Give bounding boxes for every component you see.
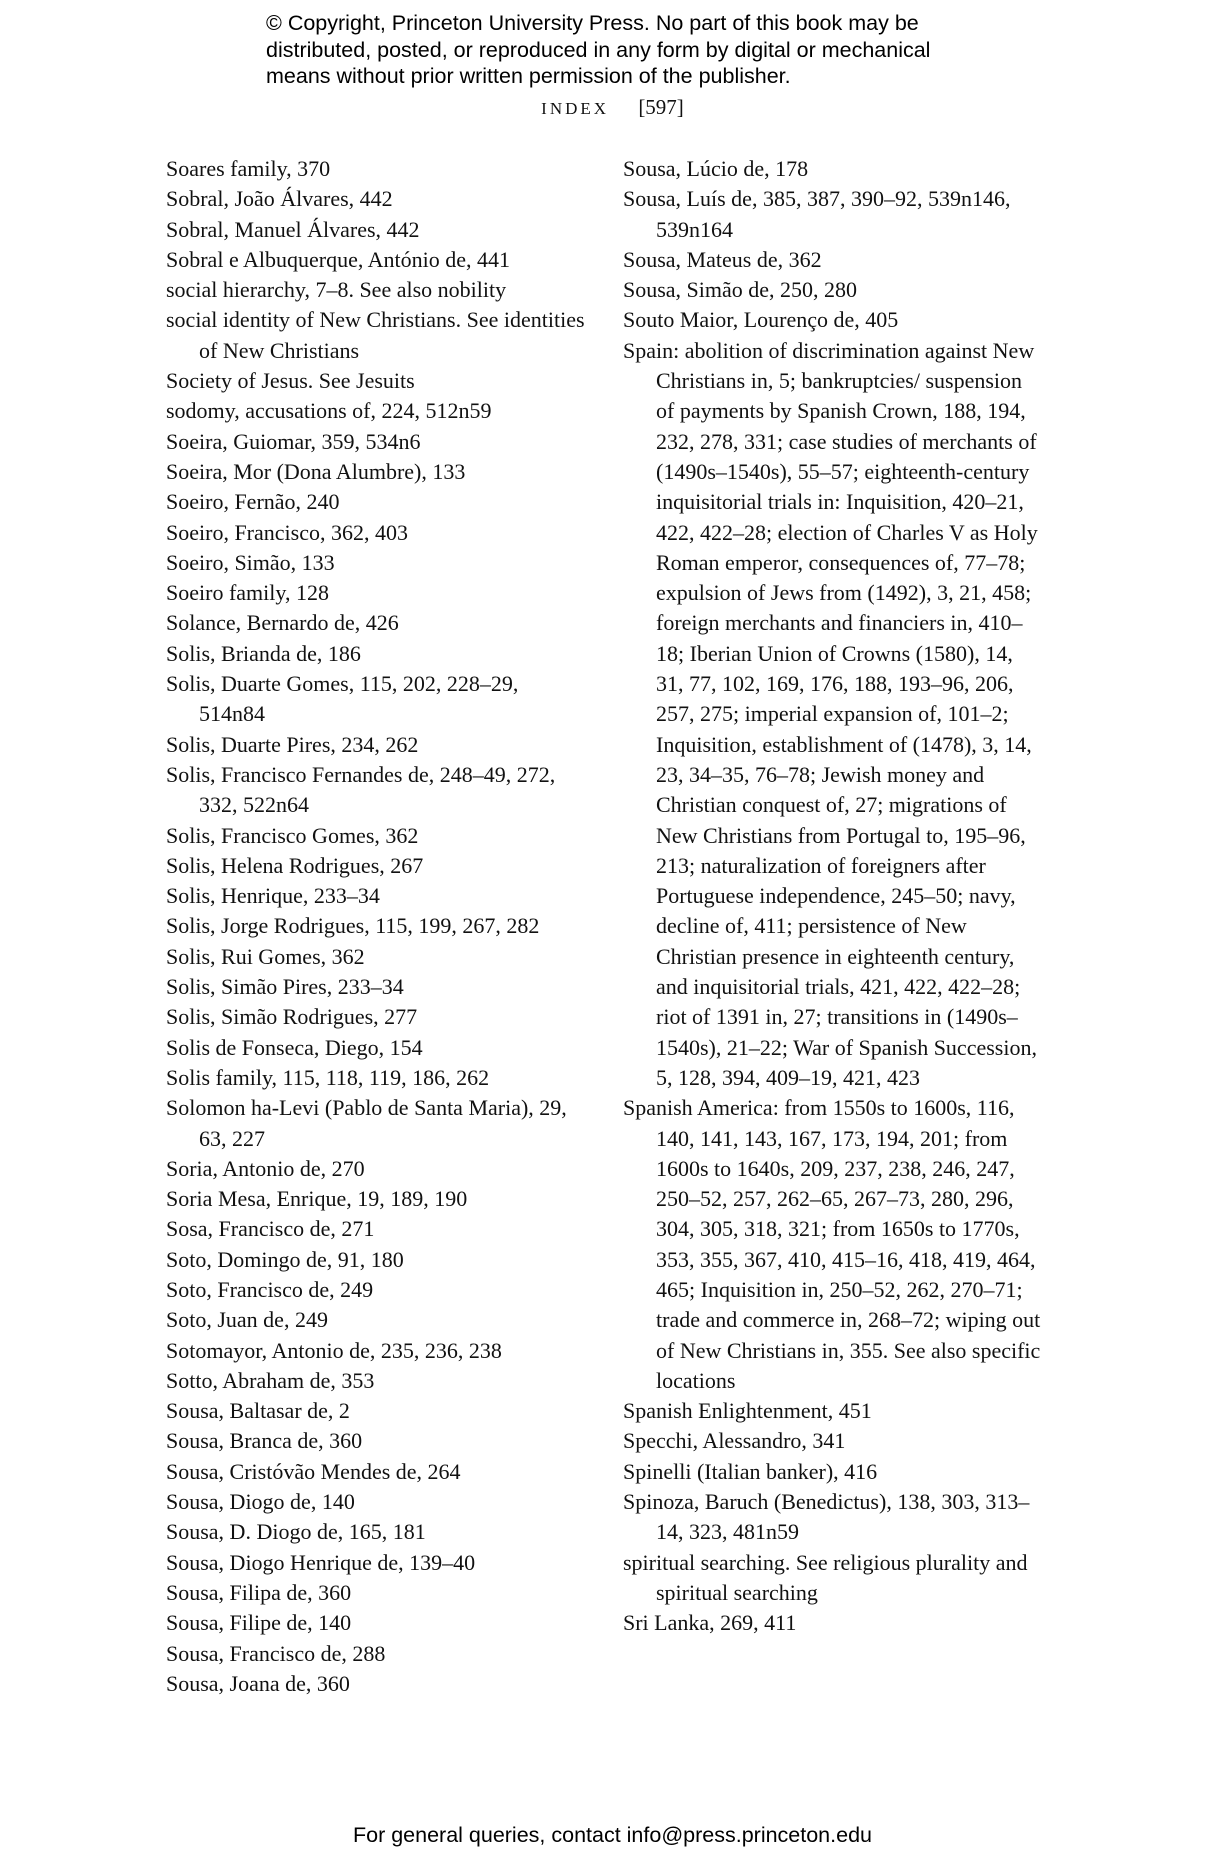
copyright-line: means without prior written permission of the publisher.: [266, 64, 791, 88]
index-entry: social identity of New Christians. See identities of New Christians: [166, 307, 585, 363]
index-entry: Sousa, Diogo de, 140: [166, 1489, 355, 1515]
index-entry: Soto, Francisco de, 249: [166, 1276, 374, 1302]
running-head-label: INDEX: [541, 99, 610, 118]
index-entry: Sousa, Filipe de, 140: [166, 1610, 352, 1636]
index-entry: Solis, Francisco Fernandes de, 248–49, 272, 332, 522n64: [166, 761, 556, 818]
page-number: [597]: [638, 95, 684, 119]
index-entry: Solis, Helena Rodrigues, 267: [166, 852, 424, 878]
index-entry: Sousa, D. Diogo de, 165, 181: [166, 1519, 426, 1545]
index-entry: Solis, Francisco Gomes, 362: [166, 822, 419, 848]
index-entry: Spinoza, Baruch (Benedictus), 138, 303, 313–14, 323, 481n59: [623, 1489, 1030, 1545]
index-entry: spiritual searching. See religious plurality and spiritual searching: [623, 1549, 1028, 1605]
index-entry: Sosa, Francisco de, 271: [166, 1216, 375, 1242]
index-entry: Soeiro, Francisco, 362, 403: [166, 519, 408, 545]
index-entry: Sousa, Baltasar de, 2: [166, 1398, 350, 1424]
copyright-line: © Copyright, Princeton University Press. No part of this book may be: [266, 11, 919, 35]
index-entry: Solis, Duarte Gomes, 115, 202, 228–29, 514n84: [166, 671, 519, 727]
index-entry: Specchi, Alessandro, 341: [623, 1428, 846, 1454]
index-entry: Solis, Simão Rodrigues, 277: [166, 1004, 418, 1030]
index-entry: Sobral, João Álvares, 442: [166, 186, 393, 212]
index-entry: Spain: abolition of discrimination against New Christians in, 5; bankruptcies/ suspension of payments by Spanish Crown, 188, 194, 232, 278, 331; case studies of merchants of (1490s–1540s), 55–57; eighteenth-century inquisitorial trials in: Inquisition, 420–21, 422, 422–28; election of Charles V as Holy Roman emperor, consequences of, 77–78; expulsion of Jews from (1492), 3, 21, 458; foreign merchants and financiers in, 410–18; Iberian Union of Crowns (1580), 14, 31, 77, 102, 169, 176, 188, 193–96, 206, 257, 275; imperial expansion of, 101–2; Inquisition, establishment of (1478), 3, 14, 23, 34–35, 76–78; Jewish money and Christian conquest of, 27; migrations of New Christians from Portugal to, 195–96, 213; naturalization of foreigners after Portuguese independence, 245–50; navy, decline of, 411; persistence of New Christian presence in eighteenth century, and inquisitorial trials, 421, 422, 422–28; riot of 1391 in, 27; transitions in (1490s–1540s), 21–22; War of Spanish Succession, 5, 128, 394, 409–19, 421, 423: [623, 337, 1038, 1090]
index-entry: Solance, Bernardo de, 426: [166, 610, 399, 636]
index-entry: Sobral e Albuquerque, António de, 441: [166, 246, 511, 272]
index-entry: Sobral, Manuel Álvares, 442: [166, 216, 420, 242]
index-entry: Sotomayor, Antonio de, 235, 236, 238: [166, 1337, 502, 1363]
index-entry: Soto, Juan de, 249: [166, 1307, 328, 1333]
index-entry: Soares family, 370: [166, 156, 331, 181]
running-head: [0, 95, 1225, 120]
index-entry: Sousa, Joana de, 360: [166, 1670, 350, 1696]
index-entry: Sousa, Luís de, 385, 387, 390–92, 539n146, 539n164: [623, 186, 1011, 242]
index-entry: Sri Lanka, 269, 411: [623, 1610, 797, 1636]
footer-contact: For general queries, contact info@press.princeton.edu: [352, 1823, 872, 1847]
index-entry: Soeira, Guiomar, 359, 534n6: [166, 428, 421, 454]
index-column-left: [166, 154, 586, 1699]
index-entry: Soeiro family, 128: [166, 580, 329, 606]
index-entry: social hierarchy, 7–8. See also nobility: [166, 277, 507, 303]
index-entry: Spinelli (Italian banker), 416: [623, 1458, 878, 1484]
index-entry: Sousa, Francisco de, 288: [166, 1640, 386, 1666]
index-entry: Sousa, Mateus de, 362: [623, 246, 822, 272]
index-entry: sodomy, accusations of, 224, 512n59: [166, 398, 492, 424]
index-entry: Solis family, 115, 118, 119, 186, 262: [166, 1064, 490, 1090]
copyright-line: distributed, posted, or reproduced in any form by digital or mechanical: [266, 37, 931, 62]
index-entry: Sotto, Abraham de, 353: [166, 1367, 375, 1393]
copyright-notice: [266, 10, 1026, 90]
index-entry: Soria Mesa, Enrique, 19, 189, 190: [166, 1186, 468, 1212]
index-entry: Sousa, Cristóvão Mendes de, 264: [166, 1458, 461, 1484]
index-entry: Sousa, Simão de, 250, 280: [623, 277, 858, 303]
index-entry: Souto Maior, Lourenço de, 405: [623, 307, 899, 333]
index-entry: Soeira, Mor (Dona Alumbre), 133: [166, 458, 466, 484]
index-entry: Spanish America: from 1550s to 1600s, 116, 140, 141, 143, 167, 173, 194, 201; from 1600s to 1640s, 209, 237, 238, 246, 247, 250–52, 257, 262–65, 267–73, 280, 296, 304, 305, 318, 321; from 1650s to 1770s, 353, 355, 367, 410, 415–16, 418, 419, 464, 465; Inquisition in, 250–52, 262, 270–71; trade and commerce in, 268–72; wiping out of New Christians in, 355. See also specific locations: [623, 1095, 1041, 1393]
index-entry: Spanish Enlightenment, 451: [623, 1398, 872, 1424]
index-entry: Solis, Simão Pires, 233–34: [166, 974, 404, 1000]
index-entry: Solis, Henrique, 233–34: [166, 883, 380, 909]
index-entry: Soeiro, Simão, 133: [166, 549, 335, 575]
index-entry: Soria, Antonio de, 270: [166, 1155, 365, 1181]
index-column-right: [623, 154, 1043, 1639]
index-entry: Soeiro, Fernão, 240: [166, 489, 340, 515]
index-entry: Sousa, Filipa de, 360: [166, 1579, 352, 1605]
index-entry: Soto, Domingo de, 91, 180: [166, 1246, 404, 1272]
index-entry: Solis, Jorge Rodrigues, 115, 199, 267, 282: [166, 913, 540, 939]
index-entry: Solomon ha-Levi (Pablo de Santa Maria), 29, 63, 227: [166, 1095, 567, 1151]
index-entry: Solis, Duarte Pires, 234, 262: [166, 731, 419, 757]
index-entry: Sousa, Lúcio de, 178: [623, 156, 809, 181]
index-entry: Solis, Rui Gomes, 362: [166, 943, 365, 969]
index-entry: Solis, Brianda de, 186: [166, 640, 361, 666]
index-entry: Solis de Fonseca, Diego, 154: [166, 1034, 423, 1060]
index-entry: Sousa, Diogo Henrique de, 139–40: [166, 1549, 476, 1575]
index-entry: Society of Jesus. See Jesuits: [166, 368, 415, 394]
index-entry: Sousa, Branca de, 360: [166, 1428, 363, 1454]
